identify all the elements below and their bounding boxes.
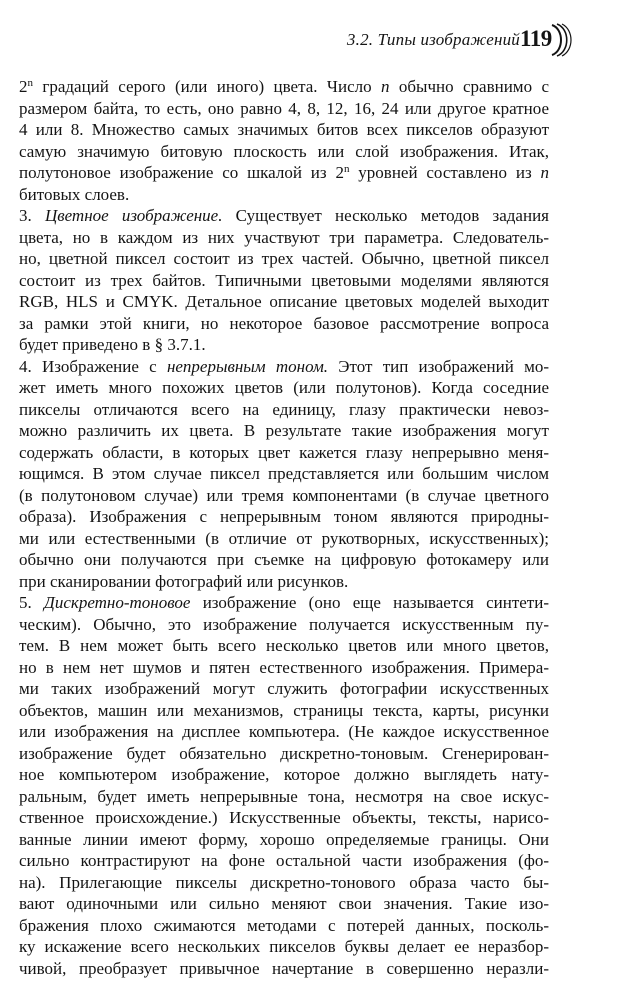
text-line (19, 700, 549, 722)
text-segment: жет иметь много похожих цветов (или полутонов). Когда соседние (19, 378, 549, 397)
text-line (19, 528, 549, 550)
text-segment: полутоновое изображение со шкалой из 2 (19, 163, 344, 182)
text-segment: размером байта, то есть, оно равно 4, 8, 12, 16, 24 или другое кратное (19, 98, 549, 118)
text-segment: тем. В нем может быть всего несколько цветов или много цветов, (19, 636, 549, 655)
text-segment: ми или естественными (в отличие от рукотворных, искусственных); (19, 528, 549, 548)
text-segment: ственное происхождение.) Искусственные объекты, тексты, нарисо- (19, 808, 549, 827)
text-segment: за рамки этой книги, но некоторое базовое рассмотрение вопроса (19, 313, 549, 333)
text-line (19, 743, 549, 765)
text-line (19, 463, 549, 485)
text-segment: уровней составлено из (349, 163, 541, 182)
text-line (19, 936, 549, 958)
text-line (19, 485, 549, 507)
text-line (19, 119, 549, 141)
text-line (19, 657, 549, 679)
text-segment: изображение (оно еще называется синтети- (190, 593, 549, 612)
text-segment: образа). Изображения с непрерывным тоном являются природны- (19, 507, 549, 526)
text-segment: Этот тип изображений мо- (328, 356, 549, 376)
text-segment: 4 или 8. Множество самых значимых битов всех пикселов образуют (19, 120, 549, 139)
text-line (19, 227, 549, 249)
text-line (19, 549, 549, 571)
text-segment: вают одиночными или сильно меняют свои значения. Такие изо- (19, 894, 549, 913)
text-segment: пикселы отличаются всего на единицу, глазу практически невоз- (19, 399, 549, 419)
text-line (19, 807, 549, 829)
text-line (19, 334, 549, 356)
page-number: 119 (520, 26, 552, 51)
page-number-ornament-icon (548, 23, 572, 57)
text-segment: сильно контрастируют на фоне остальной части изображения (фо- (19, 851, 549, 870)
text-line (19, 571, 549, 593)
text-line (19, 786, 549, 808)
text-segment: но в нем нет шумов и пятен естественного изображения. Примера- (19, 657, 549, 677)
text-segment: будет приведено в § 3.7.1. (19, 335, 206, 354)
italic-term: n (540, 163, 549, 182)
text-line (19, 764, 549, 786)
text-segment: битовых слоев. (19, 184, 130, 204)
text-line (19, 248, 549, 270)
text-line (19, 872, 549, 894)
text-segment: ное компьютером изображение, которое должно выглядеть нату- (19, 765, 549, 784)
text-line (19, 829, 549, 851)
text-line (19, 399, 549, 421)
superscript: n (343, 163, 350, 175)
text-segment: ческим). Обычно, это изображение получается искусственным пу- (19, 614, 549, 634)
text-segment: 3. (19, 206, 45, 225)
text-line (19, 162, 549, 184)
text-line (19, 356, 549, 378)
text-line (19, 721, 549, 743)
text-segment: ральным, будет иметь непрерывные тона, несмотря на свое искус- (19, 786, 549, 806)
running-header-title: 3.2. Типы изображений (346, 30, 520, 49)
text-segment: 4. Изображение с (19, 356, 167, 376)
text-line (19, 291, 549, 313)
text-line (19, 313, 549, 335)
italic-term: непрерывным тоном. (166, 356, 329, 376)
text-line (19, 184, 549, 206)
superscript: n (27, 77, 33, 89)
text-segment: или изображения на дисплее компьютера. (Не каждое искусственное (19, 722, 549, 741)
running-header (0, 26, 630, 60)
text-segment: RGB, HLS и CMYK. Детальное описание цветовых моделей выходит (19, 292, 549, 311)
text-line (19, 98, 549, 120)
text-line (19, 614, 549, 636)
text-segment: ющимся. В этом случае пиксел представляется или большим числом (19, 464, 549, 483)
text-segment: обычно сравнимо с (389, 77, 549, 96)
text-line (19, 442, 549, 464)
text-line (19, 915, 549, 937)
text-line (19, 958, 549, 980)
body-text (19, 76, 549, 979)
text-segment: состоит из трех байтов. Типичными цветовыми моделями являются (19, 270, 549, 290)
text-segment: объектов, машин или механизмов, страницы текста, карты, рисунки (19, 700, 549, 720)
text-line (19, 76, 549, 98)
text-segment: можно различить их цвета. В результате такие изображения могут (19, 421, 549, 440)
text-line (19, 893, 549, 915)
text-segment: содержать области, в которых цвет кажется глазу непрерывно меня- (19, 442, 549, 462)
text-segment: цвета, но в каждом из них участвуют три параметра. Следователь- (19, 227, 549, 247)
text-segment: бражения плохо сжимаются методами с потерей данных, посколь- (19, 915, 549, 935)
text-segment: Существует несколько методов задания (222, 206, 549, 225)
text-segment: ку искажение всего нескольких пикселов буквы делает ее неразбор- (19, 937, 549, 956)
text-line (19, 377, 549, 399)
italic-term: Дискретно-тоновое (44, 593, 191, 612)
italic-term: Цветное изображение. (44, 206, 223, 225)
text-line (19, 205, 549, 227)
text-segment: 5. (19, 593, 45, 612)
text-line (19, 420, 549, 442)
text-line (19, 270, 549, 292)
text-segment: но, цветной пиксел состоит из трех частей. Обычно, цветной пиксел (19, 249, 549, 268)
text-line (19, 678, 549, 700)
text-segment: ванные линии имеют форму, хорошо определяемые границы. Они (19, 829, 549, 849)
text-segment: градаций серого (или иного) цвета. Число (33, 77, 381, 96)
text-segment: изображение будет обязательно дискретно-тоновым. Сгенерирован- (19, 743, 549, 763)
text-segment: 2 (19, 77, 28, 96)
text-segment: ми таких изображений могут служить фотографии искусственных (19, 679, 549, 698)
text-line (19, 850, 549, 872)
text-segment: обычно они получаются при съемке на цифровую фотокамеру или (19, 550, 549, 569)
text-segment: самую значимую битовую плоскость или слой изображения. Итак, (19, 141, 549, 161)
text-segment: (в полутоновом случае) или тремя компонентами (в случае цветного (19, 485, 549, 505)
text-line (19, 141, 549, 163)
text-line (19, 635, 549, 657)
text-line (19, 506, 549, 528)
text-segment: при сканировании фотографий или рисунков. (19, 571, 349, 591)
text-line (19, 592, 549, 614)
text-segment: чивой, преобразует привычное начертание в совершенно неразли- (19, 958, 549, 978)
text-segment: на). Прилегающие пикселы дискретно-тонового образа часто бы- (19, 872, 549, 892)
italic-term: n (381, 77, 390, 96)
